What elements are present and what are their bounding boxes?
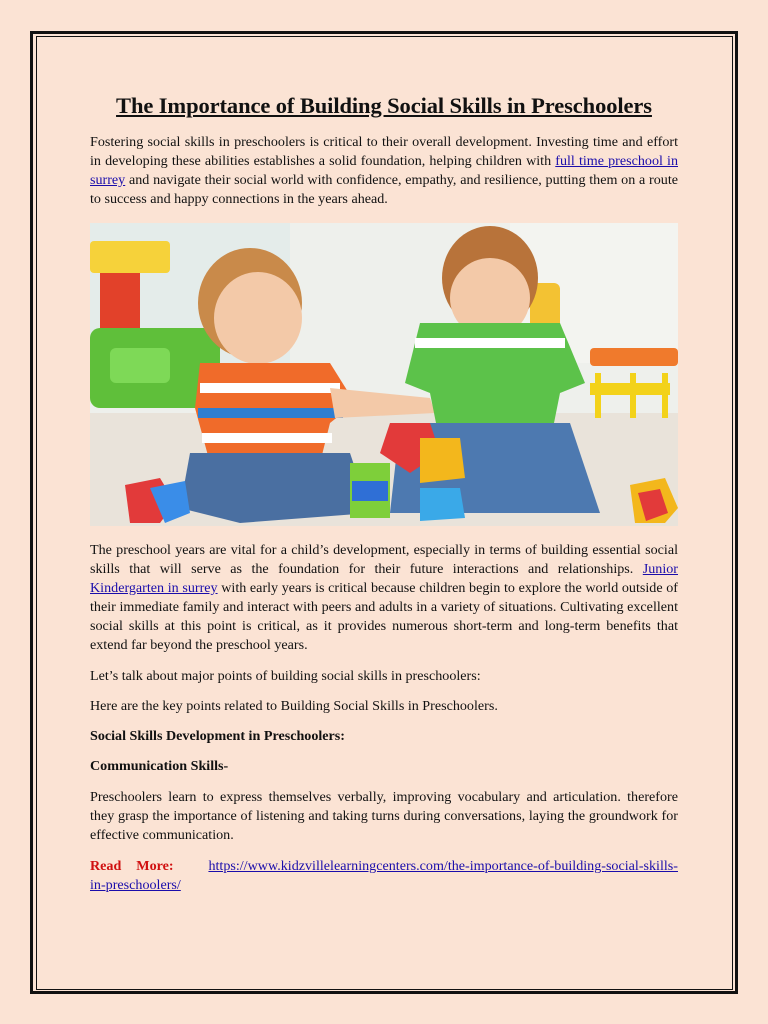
section-heading-social-skills: Social Skills Development in Preschoolers: — [90, 728, 345, 744]
full-time-preschool-link[interactable]: full time preschool in surrey — [90, 153, 678, 188]
read-more-link[interactable]: https://www.kidzvillelearningcenters.com/the-importance-of-building-social-skills-in-preschoolers/ — [90, 858, 678, 893]
body-paragraph-2 — [90, 541, 678, 655]
body-paragraph-5: Preschoolers learn to express themselves verbally, improving vocabulary and articulation. therefore they grasp the importance of listening and taking turns during conversations, laying the groundwork for effective communication. — [90, 789, 678, 843]
section-heading-communication: Communication Skills- — [90, 758, 229, 774]
intro-text-1: Fostering social skills in preschoolers is critical to their overall development. Investing time and effort in developing these abilities establishes a solid foundation, helping children with — [90, 134, 678, 169]
read-more-line — [90, 857, 678, 895]
para2-text-1: The preschool years are vital for a child’s development, especially in terms of building essential social skills that will serve as the foundation for their future interactions and relationships. — [90, 542, 678, 577]
children-playing-photo — [90, 223, 678, 526]
intro-text-2: and navigate their social world with confidence, empathy, and resilience, putting them on a route to success and happy connections in the years ahead. — [90, 172, 678, 207]
read-more-label: Read More: — [90, 858, 174, 874]
document-body — [90, 92, 678, 895]
junior-kindergarten-link[interactable]: Junior Kindergarten in surrey — [90, 561, 678, 596]
intro-paragraph — [90, 133, 678, 209]
document-title: The Importance of Building Social Skills in Preschoolers — [116, 93, 652, 118]
para2-text-2: with early years is critical because children begin to explore the world outside of their immediate family and interact with peers and adults in a variety of situations. Cultivating excellent social skills at this point is critical, as it provides numerous short-term and long-term benefits that extend far beyond the preschool years. — [90, 580, 678, 653]
body-paragraph-3: Let’s talk about major points of building social skills in preschoolers: — [90, 668, 481, 684]
body-paragraph-4: Here are the key points related to Building Social Skills in Preschoolers. — [90, 698, 498, 714]
